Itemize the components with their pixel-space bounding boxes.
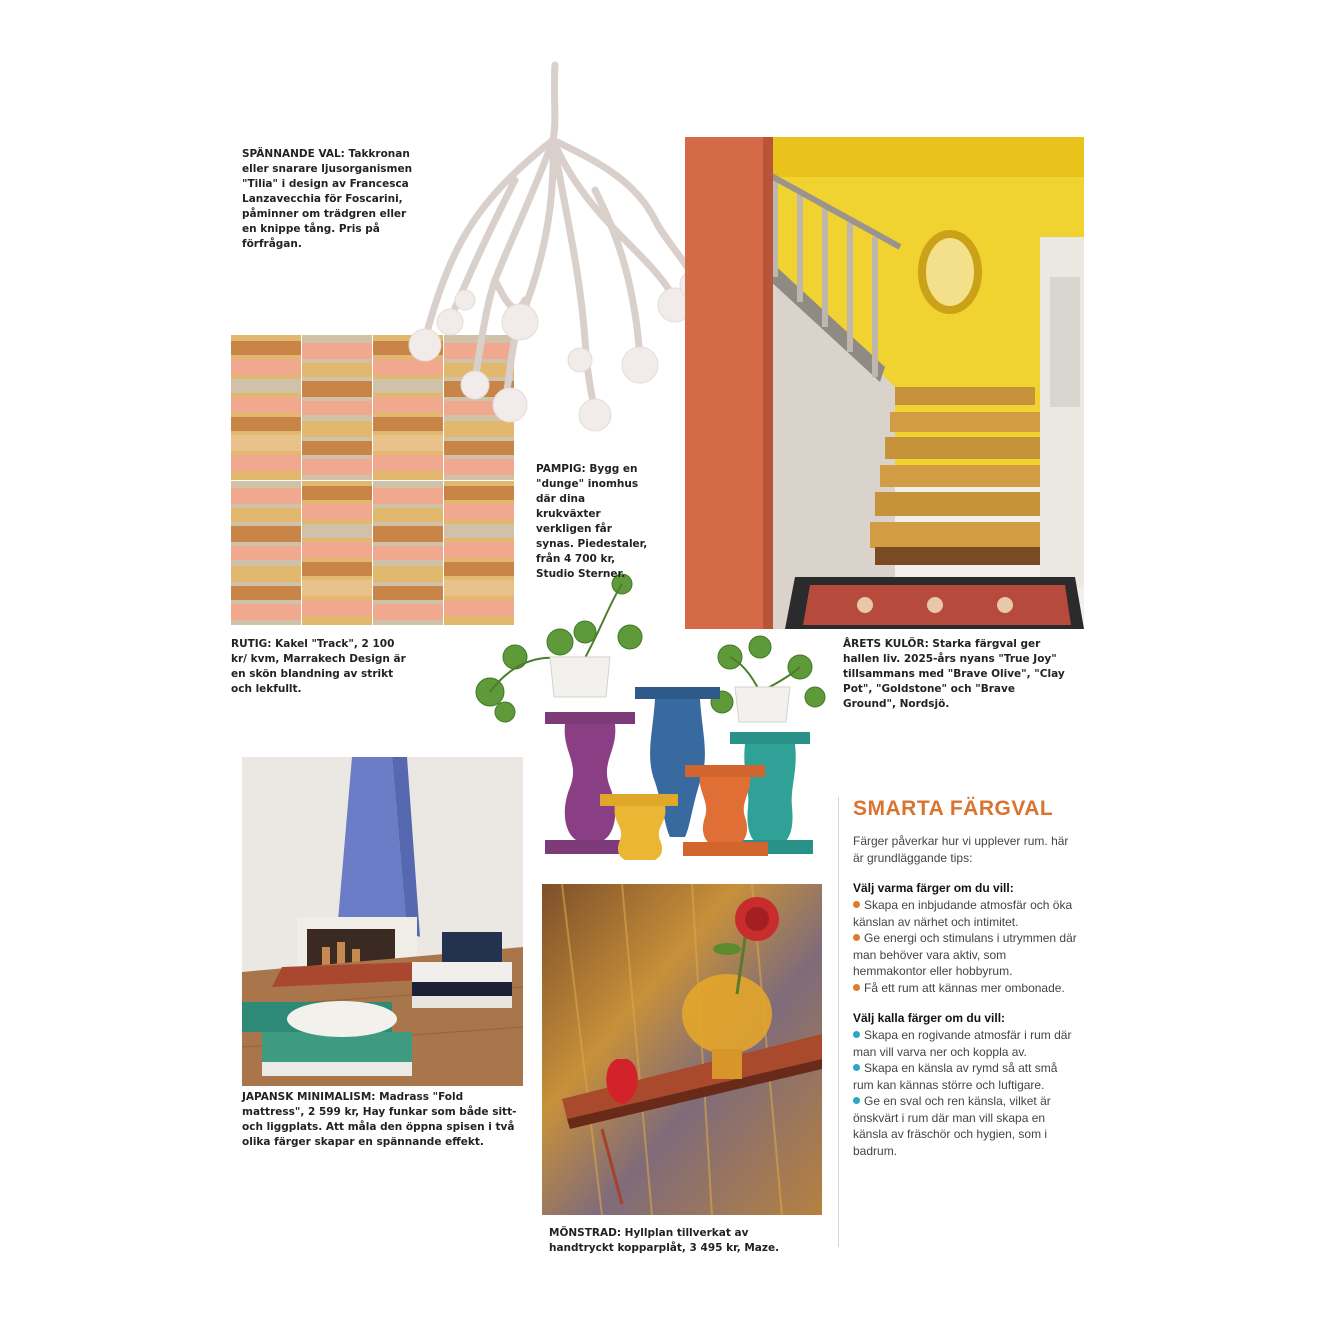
orange-bullet-icon xyxy=(853,901,860,908)
caption-text: Madrass "Fold mattress", 2 599 kr, Hay funkar som både sitt- och liggplats. Att måla den öppna spisen i två olika färger skapar en spännande effekt. xyxy=(242,1091,517,1148)
tip-text: Ge energi och stimulans i utrymmen där man behöver vara aktiv, som hemmakontor eller hobbyrum. xyxy=(853,931,1077,978)
sidebar-title: SMARTA FÄRGVAL xyxy=(853,797,1054,820)
caption-label: JAPANSK MINIMALISM: xyxy=(242,1091,376,1103)
tip-text: Skapa en rogivande atmosfär i rum där man vill varva ner och koppla av. xyxy=(853,1028,1072,1059)
warm-tip xyxy=(853,897,1078,930)
orange-bullet-icon xyxy=(853,984,860,991)
caption-japansk-minimalism xyxy=(242,1090,520,1150)
tip-text: Få ett rum att kännas mer ombonade. xyxy=(864,980,1065,995)
orange-bullet-icon xyxy=(853,934,860,941)
sidebar-intro: Färger påverkar hur vi upplever rum. här är grundläggande tips: xyxy=(853,834,1069,865)
cold-heading: Välj kalla färger om du vill: xyxy=(853,1011,1006,1025)
fireplace-photo xyxy=(242,757,523,1086)
chandelier-image xyxy=(395,60,725,440)
caption-text: Bygg en "dunge" inomhus där dina krukväxter verkligen får synas. Piedestaler, från 4 700 kr, Studio Sterner. xyxy=(536,463,648,580)
tips-sidebar xyxy=(838,797,1078,1247)
tip-text: Skapa en känsla av rymd så att små rum kan kännas större och luftigare. xyxy=(853,1061,1058,1092)
blue-bullet-icon xyxy=(853,1031,860,1038)
cold-tip xyxy=(853,1060,1078,1093)
cold-tip xyxy=(853,1093,1078,1159)
warm-heading: Välj varma färger om du vill: xyxy=(853,881,1014,895)
caption-text: Starka färgval ger hallen liv. 2025-års nyans "True Joy" tillsammans med "Brave Olive", "Clay Pot", "Goldstone" och "Brave Ground", Nordsjö. xyxy=(843,638,1065,710)
caption-text: Kakel "Track", 2 100 kr/ kvm, Marrakech Design är en skön blandning av strikt och lekfullt. xyxy=(231,638,406,695)
caption-label: PAMPIG: xyxy=(536,463,586,475)
hallway-photo xyxy=(685,137,1084,629)
warm-tip xyxy=(853,980,1078,997)
caption-label: SPÄNNANDE VAL: xyxy=(242,148,345,160)
caption-label: MÖNSTRAD: xyxy=(549,1227,622,1239)
blue-bullet-icon xyxy=(853,1097,860,1104)
shelf-photo xyxy=(542,884,822,1215)
caption-arets-kulor xyxy=(843,637,1068,712)
caption-rutig xyxy=(231,637,409,697)
caption-text: Takkronan eller snarare ljusorganismen "Tilia" i design av Francesca Lanzavecchia för Foscarini, påminner om trädgren eller en knippe tång. Pris på förfrågan. xyxy=(242,148,413,250)
tip-text: Ge en sval och ren känsla, vilket är önskvärt i rum där man vill skapa en känsla av fräschör och hygien, som i badrum. xyxy=(853,1094,1051,1158)
caption-label: RUTIG: xyxy=(231,638,272,650)
blue-bullet-icon xyxy=(853,1064,860,1071)
caption-text: Hyllplan tillverkat av handtryckt kopparplåt, 3 495 kr, Maze. xyxy=(549,1227,780,1254)
caption-spannande-val xyxy=(242,147,414,252)
warm-tip xyxy=(853,930,1078,980)
tip-text: Skapa en inbjudande atmosfär och öka känslan av närhet och intimitet. xyxy=(853,898,1073,929)
cold-tip xyxy=(853,1027,1078,1060)
caption-monstrad xyxy=(549,1226,811,1256)
caption-pampig xyxy=(536,462,648,582)
caption-label: ÅRETS KULÖR: xyxy=(843,638,929,650)
